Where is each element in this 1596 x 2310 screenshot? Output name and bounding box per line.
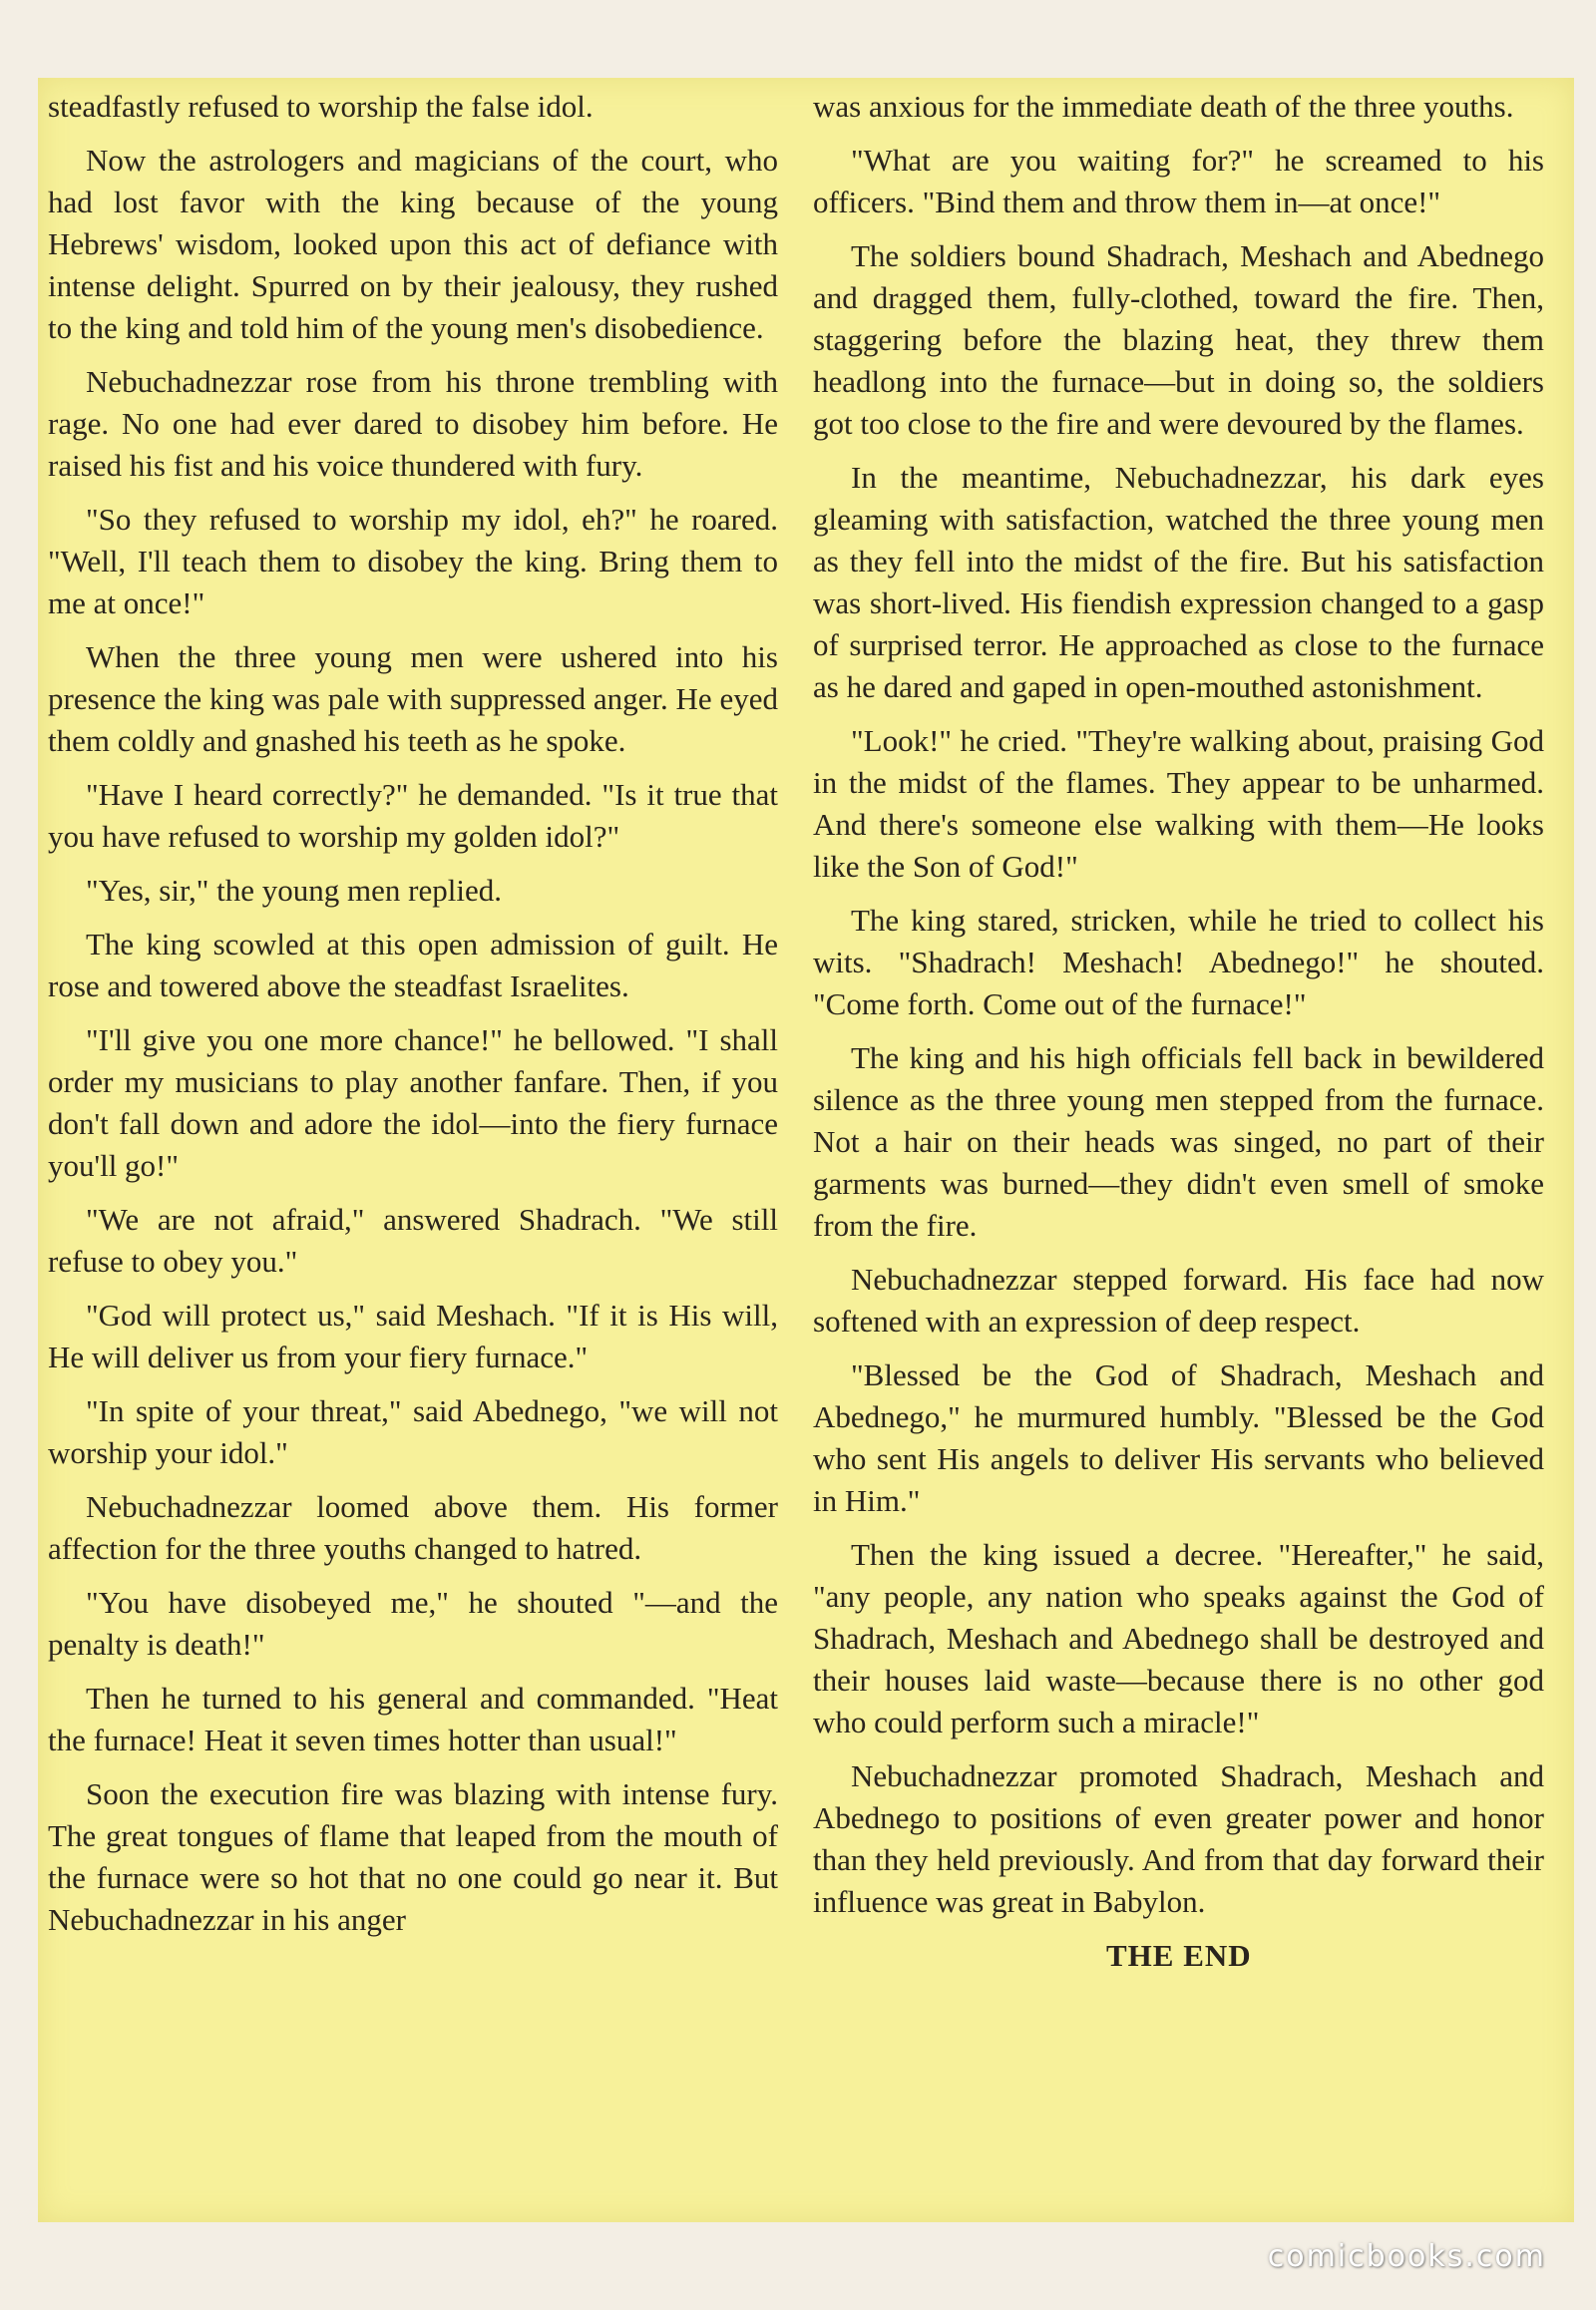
paragraph: "What are you waiting for?" he screamed to his officers. "Bind them and throw them in—at once!" <box>813 143 1544 219</box>
paragraph: "So they refused to worship my idol, eh?" he roared. "Well, I'll teach them to disobey the king. Bring them to me at once!" <box>48 502 778 620</box>
left-column <box>48 86 778 1953</box>
paragraph: Now the astrologers and magicians of the court, who had lost favor with the king because of the young Hebrews' wisdom, looked upon this act of defiance with intense delight. Spurred on by their jealousy, they rushed to the king and told him of the young men's disobedience. <box>48 143 778 345</box>
paragraph: "God will protect us," said Meshach. "If it is His will, He will deliver us from your fiery furnace." <box>48 1298 778 1374</box>
paragraph: When the three young men were ushered into his presence the king was pale with suppressed anger. He eyed them coldly and gnashed his teeth as he spoke. <box>48 639 778 758</box>
paragraph: The soldiers bound Shadrach, Meshach and Abednego and dragged them, fully-clothed, toward the fire. Then, staggering before the blazing heat, they threw them headlong into the furnace—but in doing so, the soldiers got too close to the fire and were devoured by the flames. <box>813 238 1544 441</box>
paragraph: Nebuchadnezzar rose from his throne trembling with rage. No one had ever dared to disobey him before. He raised his fist and his voice thundered with fury. <box>48 364 778 483</box>
paragraph: steadfastly refused to worship the false idol. <box>48 89 594 124</box>
paragraph: "In spite of your threat," said Abednego, "we will not worship your idol." <box>48 1393 778 1470</box>
paragraph: "Yes, sir," the young men replied. <box>86 873 502 908</box>
paragraph: The king scowled at this open admission of guilt. He rose and towered above the steadfast Israelites. <box>48 927 778 1003</box>
paragraph: "Look!" he cried. "They're walking about, praising God in the midst of the flames. They appear to be unharmed. And there's someone else walking with them—He looks like the Son of God!" <box>813 723 1544 884</box>
paragraph: Then he turned to his general and commanded. "Heat the furnace! Heat it seven times hotter than usual!" <box>48 1681 778 1757</box>
paragraph: Nebuchadnezzar loomed above them. His former affection for the three youths changed to hatred. <box>48 1489 778 1566</box>
paragraph: In the meantime, Nebuchadnezzar, his dark eyes gleaming with satisfaction, watched the three young men as they fell into the midst of the fire. But his satisfaction was short-lived. His fiendish expression changed to a gasp of surprised terror. He approached as close to the furnace as he dared and gaped in open-mouthed astonishment. <box>813 460 1544 704</box>
paragraph: Nebuchadnezzar promoted Shadrach, Meshach and Abednego to positions of even greater power and honor than they held previously. And from that day forward their influence was great in Babylon. <box>813 1758 1544 1919</box>
paragraph: The king stared, stricken, while he tried to collect his wits. "Shadrach! Meshach! Abednego!" he shouted. "Come forth. Come out of the furnace!" <box>813 903 1544 1021</box>
paragraph: "Blessed be the God of Shadrach, Meshach and Abednego," he murmured humbly. "Blessed be the God who sent His angels to deliver His servants who believed in Him." <box>813 1357 1544 1518</box>
paragraph: "We are not afraid," answered Shadrach. "We still refuse to obey you." <box>48 1202 778 1279</box>
paragraph: "I'll give you one more chance!" he bellowed. "I shall order my musicians to play another fanfare. Then, if you don't fall down and adore the idol—into the fiery furnace you'll go!" <box>48 1022 778 1183</box>
paragraph: "Have I heard correctly?" he demanded. "Is it true that you have refused to worship my golden idol?" <box>48 777 778 854</box>
paragraph: Nebuchadnezzar stepped forward. His face had now softened with an expression of deep respect. <box>813 1262 1544 1339</box>
paragraph: Soon the execution fire was blazing with intense fury. The great tongues of flame that leaped from the mouth of the furnace were so hot that no one could go near it. But Nebuchadnezzar in his anger <box>48 1776 778 1937</box>
paragraph: was anxious for the immediate death of the three youths. <box>813 89 1514 124</box>
paragraph: Then the king issued a decree. "Hereafter," he said, "any people, any nation who speaks against the God of Shadrach, Meshach and Abednego shall be destroyed and their houses laid waste—because there is no other god who could perform such a miracle!" <box>813 1537 1544 1739</box>
watermark: comicbooks.com <box>1267 2239 1546 2274</box>
right-column <box>813 86 1544 1989</box>
the-end-label: THE END <box>1106 1938 1252 1973</box>
paragraph: The king and his high officials fell back in bewildered silence as the three young men stepped from the furnace. Not a hair on their heads was singed, no part of their garments was burned—they didn't even smell of smoke from the fire. <box>813 1040 1544 1243</box>
paragraph: "You have disobeyed me," he shouted "—and the penalty is death!" <box>48 1585 778 1662</box>
